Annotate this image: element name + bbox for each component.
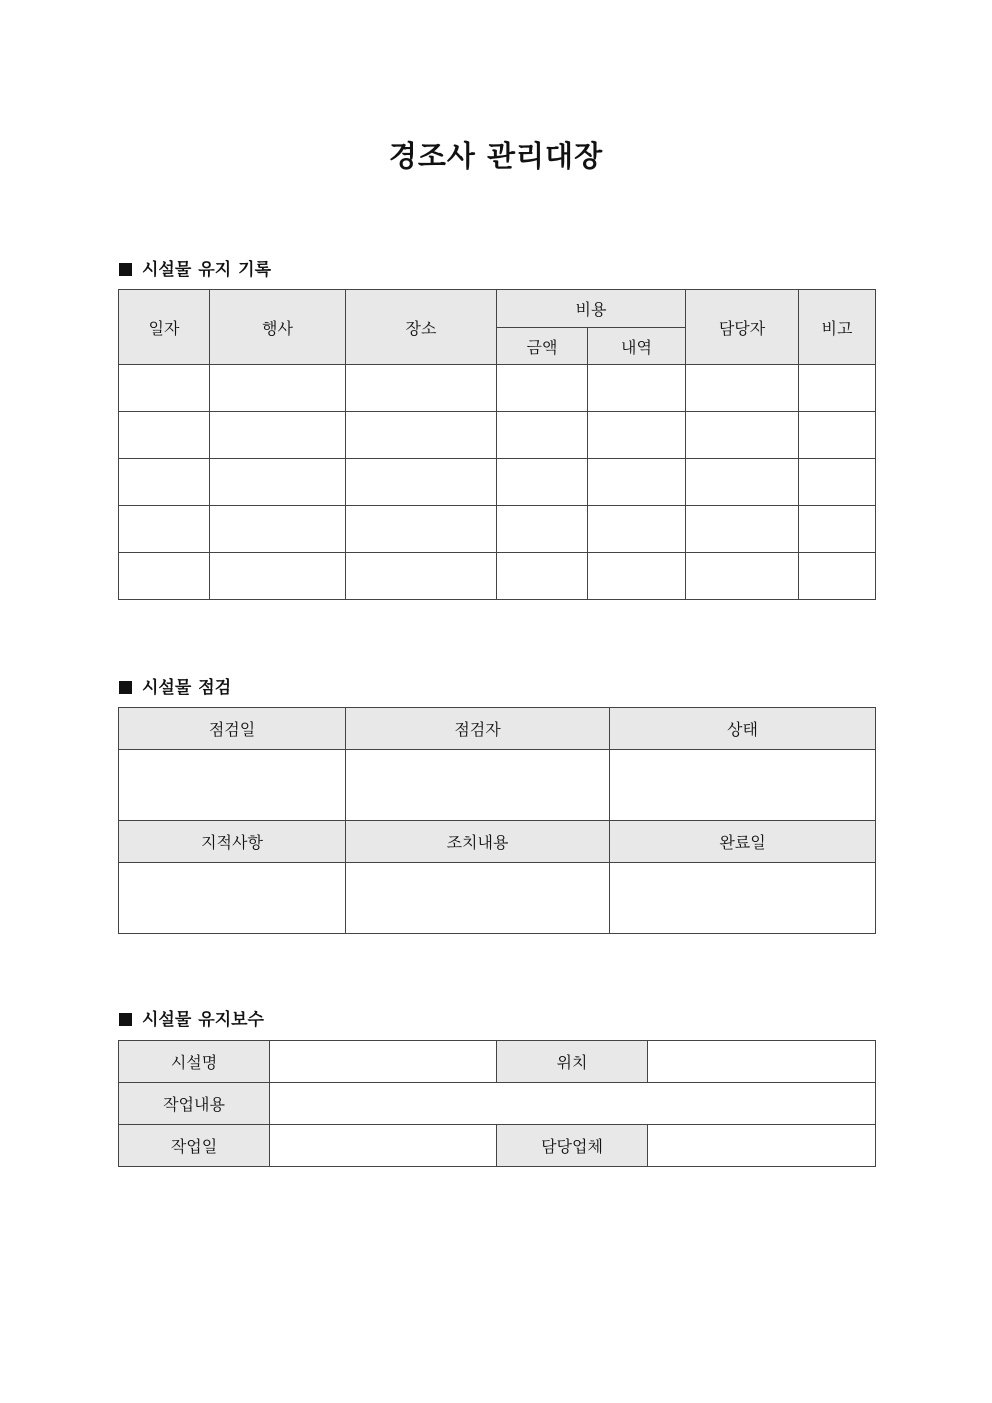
table-cell[interactable]: [497, 459, 588, 506]
table-cell[interactable]: [346, 459, 497, 506]
table-cell[interactable]: [686, 459, 799, 506]
section-title-word: 점검: [198, 678, 232, 698]
section-title-word: 시설물: [142, 260, 192, 280]
table-cell[interactable]: [799, 506, 876, 553]
table-row: [119, 553, 876, 600]
table-cell[interactable]: [497, 365, 588, 412]
facility-name-label: 시설명: [119, 1041, 270, 1083]
work-content-cell[interactable]: [270, 1083, 876, 1125]
table-cell[interactable]: [799, 553, 876, 600]
table-cell[interactable]: [210, 459, 346, 506]
table-row: [119, 506, 876, 553]
location-cell[interactable]: [648, 1041, 876, 1083]
maintenance-record-table: [118, 289, 876, 600]
square-bullet-icon: [119, 681, 132, 694]
table-row: [119, 412, 876, 459]
table-row: [119, 459, 876, 506]
contractor-cell[interactable]: [648, 1125, 876, 1167]
table-cell[interactable]: [588, 365, 686, 412]
header-cost-details: 내역: [588, 328, 686, 365]
table-row: [119, 750, 876, 821]
completion-date-cell[interactable]: [610, 863, 876, 934]
repair-table: [118, 1040, 876, 1167]
table-row: [119, 863, 876, 934]
table-cell[interactable]: [210, 506, 346, 553]
table-cell[interactable]: [497, 506, 588, 553]
table-cell[interactable]: [346, 412, 497, 459]
table-cell[interactable]: [210, 553, 346, 600]
square-bullet-icon: [119, 263, 132, 276]
table-cell[interactable]: [346, 553, 497, 600]
header-place: 장소: [346, 290, 497, 365]
table-cell[interactable]: [686, 412, 799, 459]
table-cell[interactable]: [210, 365, 346, 412]
table-cell[interactable]: [346, 506, 497, 553]
header-event: 행사: [210, 290, 346, 365]
section-title-repair: [119, 1005, 271, 1030]
table-cell[interactable]: [588, 459, 686, 506]
section-title-word: 기록: [238, 260, 271, 280]
header-cost: 비용: [497, 290, 686, 328]
table-cell[interactable]: [588, 412, 686, 459]
header-inspection-date: 점검일: [119, 708, 346, 750]
table-cell[interactable]: [119, 506, 210, 553]
section-title-word: 유지보수: [198, 1010, 264, 1030]
table-cell[interactable]: [799, 459, 876, 506]
work-date-label: 작업일: [119, 1125, 270, 1167]
section-title-word: 유지: [198, 260, 232, 280]
section-title-word: 시설물: [142, 1010, 192, 1030]
work-content-label: 작업내용: [119, 1083, 270, 1125]
section-title-inspection: [119, 673, 238, 698]
location-label: 위치: [497, 1041, 648, 1083]
header-findings: 지적사항: [119, 821, 346, 863]
header-status: 상태: [610, 708, 876, 750]
table-cell[interactable]: [588, 506, 686, 553]
document-title: 경조사 관리대장: [388, 139, 604, 173]
table-cell[interactable]: [799, 412, 876, 459]
table-cell[interactable]: [119, 553, 210, 600]
header-remarks: 비고: [799, 290, 876, 365]
table-cell[interactable]: [119, 412, 210, 459]
header-date: 일자: [119, 290, 210, 365]
action-taken-cell[interactable]: [346, 863, 610, 934]
table-cell[interactable]: [497, 412, 588, 459]
table-cell[interactable]: [686, 365, 799, 412]
table-cell[interactable]: [497, 553, 588, 600]
header-cost-amount: 금액: [497, 328, 588, 365]
square-bullet-icon: [119, 1013, 132, 1026]
table-cell[interactable]: [686, 553, 799, 600]
section-title-word: 시설물: [142, 678, 192, 698]
header-inspector: 점검자: [346, 708, 610, 750]
table-cell[interactable]: [686, 506, 799, 553]
contractor-label: 담당업체: [497, 1125, 648, 1167]
table-row: [119, 365, 876, 412]
facility-name-cell[interactable]: [270, 1041, 497, 1083]
inspection-table: [118, 707, 876, 934]
header-action-taken: 조치내용: [346, 821, 610, 863]
section-title-maintenance-record: [119, 255, 278, 280]
table-cell[interactable]: [119, 365, 210, 412]
table-cell[interactable]: [210, 412, 346, 459]
work-date-cell[interactable]: [270, 1125, 497, 1167]
table-cell[interactable]: [119, 459, 210, 506]
findings-cell[interactable]: [119, 863, 346, 934]
table-cell[interactable]: [588, 553, 686, 600]
header-manager: 담당자: [686, 290, 799, 365]
inspector-cell[interactable]: [346, 750, 610, 821]
table-cell[interactable]: [346, 365, 497, 412]
header-completion-date: 완료일: [610, 821, 876, 863]
inspection-date-cell[interactable]: [119, 750, 346, 821]
table-cell[interactable]: [799, 365, 876, 412]
status-cell[interactable]: [610, 750, 876, 821]
